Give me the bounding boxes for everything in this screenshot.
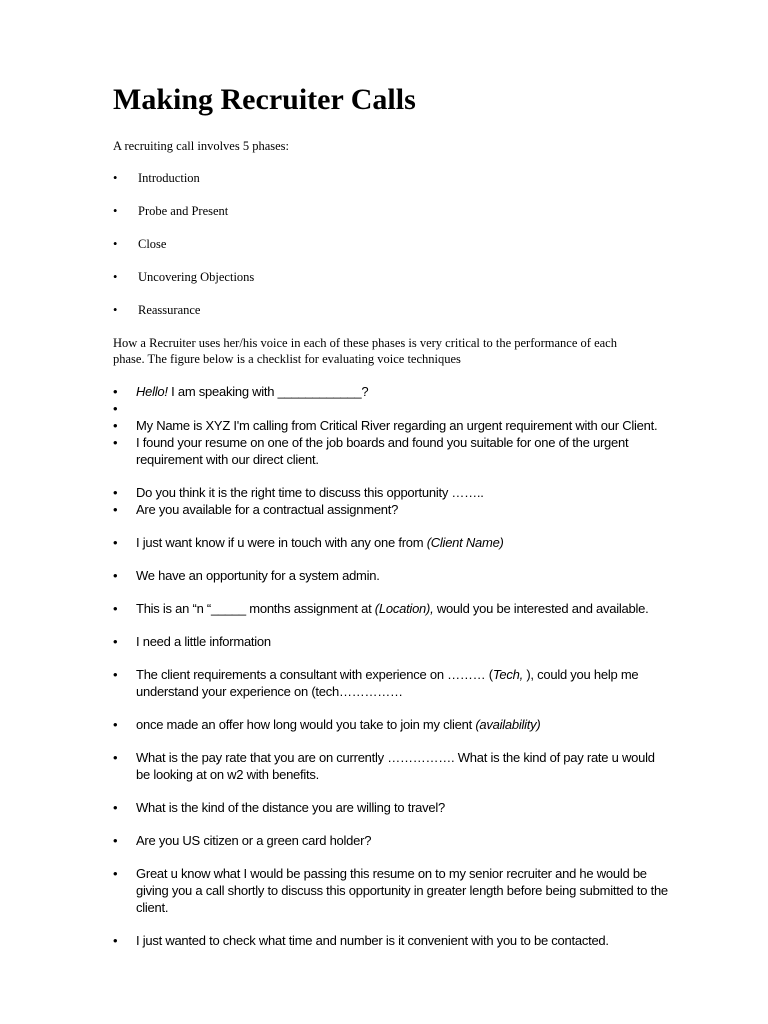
checklist-item-text: ), could you help me understand your experience on (tech…………… (136, 667, 639, 699)
checklist-item (113, 383, 668, 400)
checklist-item-text: I am speaking with ____________? (167, 384, 369, 399)
checklist-item (113, 799, 668, 816)
checklist-item-text: I just wanted to check what time and number is it convenient with you to be contacted. (136, 933, 609, 948)
checklist-item (113, 434, 668, 468)
checklist-item (113, 865, 668, 916)
checklist-item-emphasis: (availability) (475, 717, 541, 732)
checklist-item (113, 400, 668, 417)
checklist-item (113, 633, 668, 650)
checklist-item-text: The client requirements a consultant with experience on ……… ( (136, 667, 493, 682)
checklist-item (113, 567, 668, 584)
checklist-item (113, 716, 668, 733)
intro-text: A recruiting call involves 5 phases: (113, 139, 290, 153)
list-item: • Probe and Present (113, 203, 673, 236)
checklist-item-text: Do you think it is the right time to discuss this opportunity …….. (136, 485, 484, 500)
checklist-item-text: What is the kind of the distance you are willing to travel? (136, 800, 445, 815)
list-item: • Close (113, 236, 673, 269)
checklist-item-text: I need a little information (136, 634, 271, 649)
checklist-item-text: We have an opportunity for a system admin. (136, 568, 380, 583)
phases-list (113, 170, 673, 335)
document-page (113, 80, 673, 949)
checklist-item (113, 666, 668, 700)
checklist-item-text: My Name is XYZ I'm calling from Critical River regarding an urgent requirement with our Client. (136, 418, 658, 433)
page-title: Making Recruiter Calls (113, 83, 416, 116)
list-item: • Uncovering Objections (113, 269, 673, 302)
body-paragraph: How a Recruiter uses her/his voice in each of these phases is very critical to the performance of each phase. The figure below is a checklist for evaluating voice techniques (113, 336, 617, 366)
checklist-item (113, 417, 668, 434)
checklist-item (113, 749, 668, 783)
checklist-item (113, 832, 668, 849)
checklist-item-emphasis: Hello! (136, 384, 168, 399)
checklist-item (113, 534, 668, 551)
checklist-item-emphasis: Tech, (492, 667, 523, 682)
checklist-item-text: I just want know if u were in touch with any one from (136, 535, 427, 550)
checklist-item-text: Are you US citizen or a green card holder? (136, 833, 372, 848)
checklist-item-text: This is an “n “_____ months assignment at (136, 601, 375, 616)
checklist-item-text: I found your resume on one of the job boards and found you suitable for one of the urgent requirement with our direct client. (136, 435, 629, 467)
checklist-item-text: once made an offer how long would you take to join my client (136, 717, 476, 732)
checklist-item-emphasis: (Client Name) (426, 535, 504, 550)
checklist-item (113, 501, 668, 518)
checklist-item-emphasis: (Location), (374, 601, 434, 616)
checklist-item (113, 932, 668, 949)
checklist (113, 383, 673, 949)
checklist-item-text: Are you available for a contractual assignment? (136, 502, 399, 517)
checklist-item-text: What is the pay rate that you are on currently ……………. What is the kind of pay rate u would be looking at on w2 with benefits. (136, 750, 655, 782)
checklist-item (113, 484, 668, 501)
checklist-item (113, 600, 668, 617)
list-item: • Introduction (113, 170, 673, 203)
checklist-item-text: Great u know what I would be passing this resume on to my senior recruiter and he would be giving you a call shortly to discuss this opportunity in greater length before being submitted to the client. (136, 866, 668, 915)
list-item: • Reassurance (113, 302, 673, 335)
checklist-item-text: would you be interested and available. (433, 601, 649, 616)
